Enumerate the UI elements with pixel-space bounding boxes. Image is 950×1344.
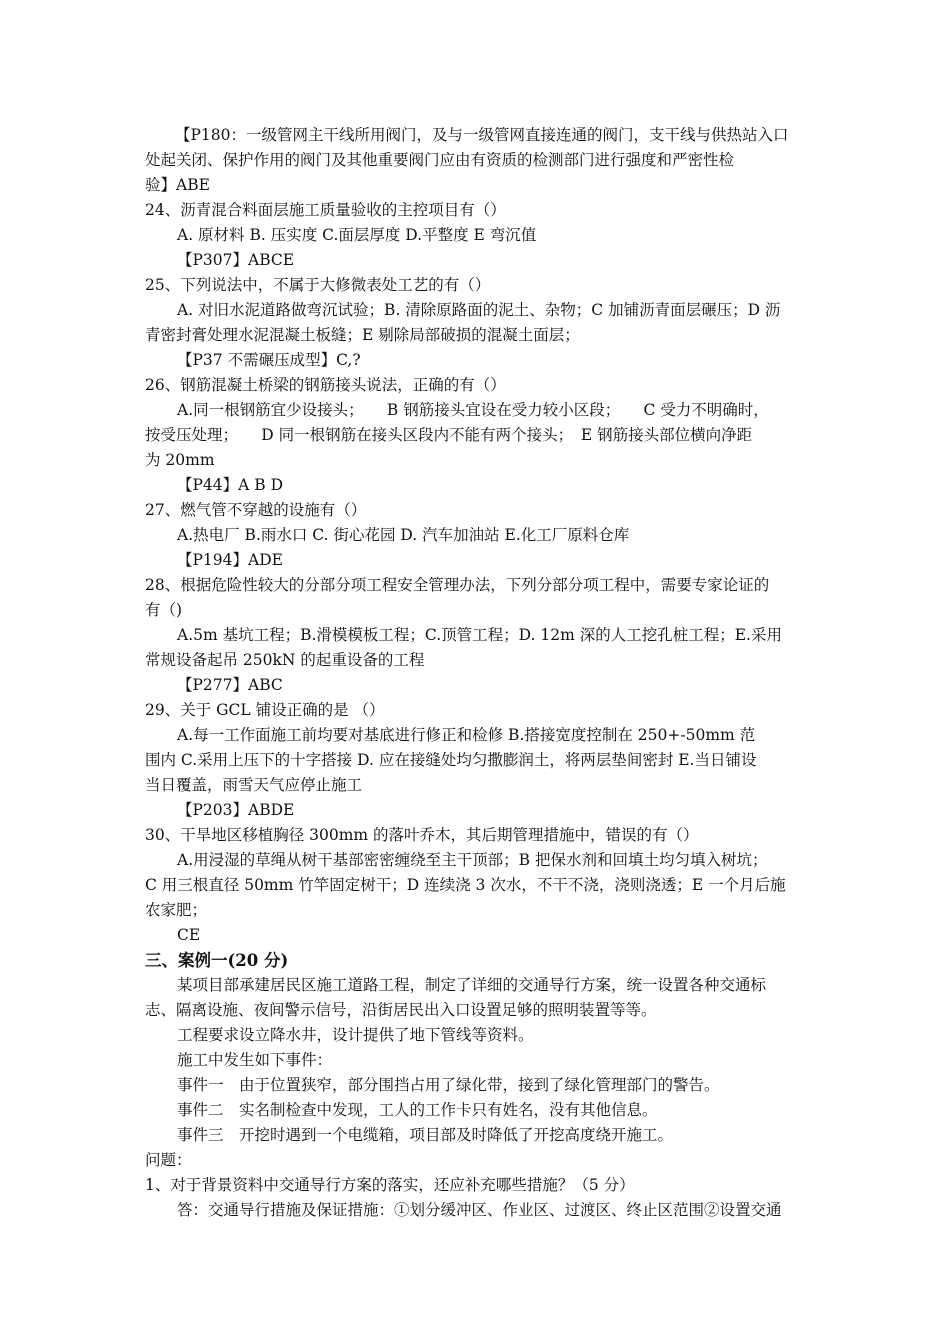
question-27: 27、燃气管不穿越的设施有（）: [145, 501, 367, 519]
text-line: 验】ABE: [145, 176, 210, 194]
question-30: 30、干旱地区移植胸径 300mm 的落叶乔木，其后期管理措施中，错误的有（）: [145, 826, 699, 844]
options-28: A.5m 基坑工程；B.滑模模板工程；C.顶管工程；D. 12m 深的人工挖孔桩工程；E.采用: [177, 626, 782, 644]
options-29: A.每一工作面施工前均要对基底进行修正和检修 B.搭接宽度控制在 250+-50mm 范: [177, 726, 756, 744]
question-26: 26、钢筋混凝土桥梁的钢筋接头说法，正确的有（）: [145, 376, 506, 394]
case-paragraph: 施工中发生如下事件：: [177, 1051, 333, 1069]
options-26-cont: 按受压处理； D 同一根钢筋在接头区段内不能有两个接头； E 钢筋接头部位横向净距: [145, 426, 753, 444]
question-28-cont: 有（): [145, 601, 183, 619]
case-paragraph-cont: 志、隔离设施、夜间警示信号，沿街居民出入口设置足够的照明装置等等。: [145, 1001, 657, 1019]
question-25: 25、下列说法中，不属于大修微表处工艺的有（）: [145, 276, 491, 294]
case-answer-1: 答：交通导行措施及保证措施：①划分缓冲区、作业区、过渡区、终止区范围②设置交通: [177, 1201, 782, 1219]
answer-28: 【P277】ABC: [177, 676, 283, 694]
answer-29: 【P203】ABDE: [177, 801, 295, 819]
text-line: 【P180：一级管网主干线所用阀门，及与一级管网直接连通的阀门，支干线与供热站入口: [175, 126, 789, 144]
options-25: A. 对旧水泥道路做弯沉试验；B. 清除原路面的泥土、杂物；C 加铺沥青面层碾压；D 沥: [177, 301, 781, 319]
options-24: A. 原材料 B. 压实度 C.面层厚度 D.平整度 E 弯沉值: [177, 226, 537, 244]
answer-25: 【P37 不需碾压成型】C,?: [177, 351, 361, 369]
options-30: A.用浸湿的草绳从树干基部密密缠绕至主干顶部；B 把保水剂和回填土均匀填入树坑；: [177, 851, 768, 869]
event-2: 事件二 实名制检查中发现，工人的工作卡只有姓名，没有其他信息。: [177, 1101, 658, 1119]
answer-30: CE: [177, 926, 201, 944]
options-27: A.热电厂 B.雨水口 C. 街心花园 D. 汽车加油站 E.化工厂原料仓库: [177, 526, 630, 544]
options-28-cont: 常规设备起吊 250kN 的起重设备的工程: [145, 651, 425, 669]
questions-heading: 问题：: [145, 1151, 192, 1169]
case-paragraph: 某项目部承建居民区施工道路工程，制定了详细的交通导行方案，统一设置各种交通标: [177, 976, 767, 994]
question-28: 28、根据危险性较大的分部分项工程安全管理办法，下列分部分项工程中，需要专家论证的: [145, 576, 770, 594]
options-29-cont: 围内 C.采用上压下的十字搭接 D. 应在接缝处均匀撒膨润土，将两层垫间密封 E.当日铺设: [145, 751, 757, 769]
case-paragraph: 工程要求设立降水井，设计提供了地下管线等资料。: [177, 1026, 534, 1044]
event-3: 事件三 开挖时遇到一个电缆箱，项目部及时降低了开挖高度绕开施工。: [177, 1126, 674, 1144]
options-30-cont: 农家肥；: [145, 901, 208, 919]
answer-27: 【P194】ADE: [177, 551, 283, 569]
options-29-cont: 当日覆盖，雨雪天气应停止施工: [145, 776, 363, 794]
question-24: 24、沥青混合料面层施工质量验收的主控项目有（）: [145, 201, 506, 219]
answer-26: 【P44】A B D: [177, 476, 284, 494]
document-page: [145, 123, 813, 1223]
text-line: 处起关闭、保护作用的阀门及其他重要阀门应由有资质的检测部门进行强度和严密性检: [145, 151, 735, 169]
options-26: A.同一根钢筋宜少设接头； B 钢筋接头宜设在受力较小区段； C 受力不明确时，: [177, 401, 769, 419]
options-25-cont: 青密封膏处理水泥混凝土板缝；E 剔除局部破损的混凝土面层；: [145, 326, 580, 344]
section-heading: 三、案例一(20 分): [145, 951, 289, 970]
answer-24: 【P307】ABCE: [177, 251, 295, 269]
event-1: 事件一 由于位置狭窄，部分围挡占用了绿化带，接到了绿化管理部门的警告。: [177, 1076, 720, 1094]
case-question-1: 1、对于背景资料中交通导行方案的落实，还应补充哪些措施？（5 分）: [145, 1176, 635, 1194]
options-30-cont: C 用三根直径 50mm 竹竿固定树干；D 连续浇 3 次水，不干不浇，浇则浇透；E 一个月后施: [145, 876, 786, 894]
options-26-cont: 为 20mm: [145, 451, 215, 469]
question-29: 29、关于 GCL 铺设正确的是 （）: [145, 701, 385, 719]
